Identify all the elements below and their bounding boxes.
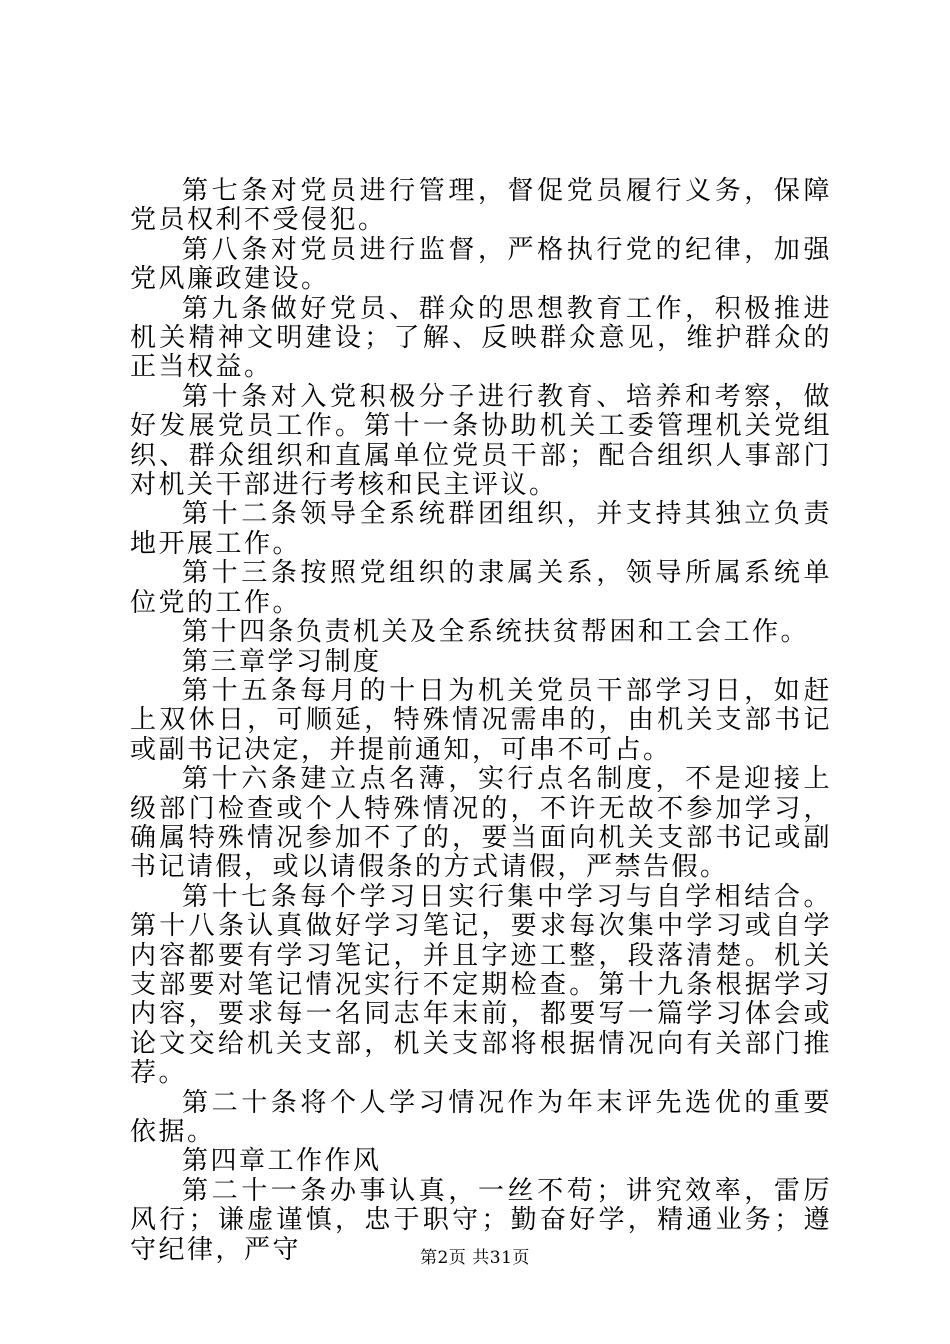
page-number-footer: 第2页 共31页 <box>420 1248 530 1268</box>
article-20-paragraph: 第二十条将个人学习情况作为年末评先选优的重要依据。 <box>130 1087 832 1147</box>
article-17-19-paragraph: 第十七条每个学习日实行集中学习与自学相结合。第十八条认真做好学习笔记，要求每次集中学习或自学内容都要有学习笔记，并且字迹工整，段落清楚。机关支部要对笔记情况实行不定期检查。第十九条根据学习内容，要求每一名同志年末前，都要写一篇学习体会或论文交给机关支部，机关支部将根据情况向有关部门推荐。 <box>130 881 832 1089</box>
article-9-paragraph: 第九条做好党员、群众的思想教育工作，积极推进机关精神文明建设；了解、反映群众意见，维护群众的正当权益。 <box>130 293 832 383</box>
article-8-paragraph: 第八条对党员进行监督，严格执行党的纪律，加强党风廉政建设。 <box>130 234 832 295</box>
article-7-paragraph: 第七条对党员进行管理，督促党员履行义务，保障党员权利不受侵犯。 <box>130 176 832 236</box>
article-16-paragraph: 第十六条建立点名薄，实行点名制度，不是迎接上级部门检查或个人特殊情况的，不许无故不参加学习，确属特殊情况参加不了的，要当面向机关支部书记或副书记请假，或以请假条的方式请假，严禁告假。 <box>130 764 832 883</box>
article-21-paragraph: 第二十一条办事认真，一丝不苟；讲究效率，雷厉风行；谦虚谨慎，忠于职守；勤奋好学，精通业务；遵守纪律，严守 <box>130 1175 832 1265</box>
chapter-3-heading: 第三章学习制度 <box>182 646 382 677</box>
article-15-paragraph: 第十五条每月的十日为机关党员干部学习日，如赶上双休日，可顺延，特殊情况需串的，由机关支部书记或副书记决定，并提前通知，可串不可占。 <box>130 675 832 765</box>
chapter-4-heading: 第四章工作作风 <box>182 1146 382 1177</box>
article-10-11-paragraph: 第十条对入党积极分子进行教育、培养和考察，做好发展党员工作。第十一条协助机关工委管理机关党组织、群众组织和直属单位党员干部；配合组织人事部门对机关干部进行考核和民主评议。 <box>130 381 832 501</box>
document-body <box>130 177 832 1265</box>
article-14-paragraph: 第十四条负责机关及全系统扶贫帮困和工会工作。 <box>182 617 810 648</box>
article-12-paragraph: 第十二条领导全系统群团组织，并支持其独立负责地开展工作。 <box>130 499 832 559</box>
article-13-paragraph: 第十三条按照党组织的隶属关系，领导所属系统单位党的工作。 <box>130 558 832 618</box>
